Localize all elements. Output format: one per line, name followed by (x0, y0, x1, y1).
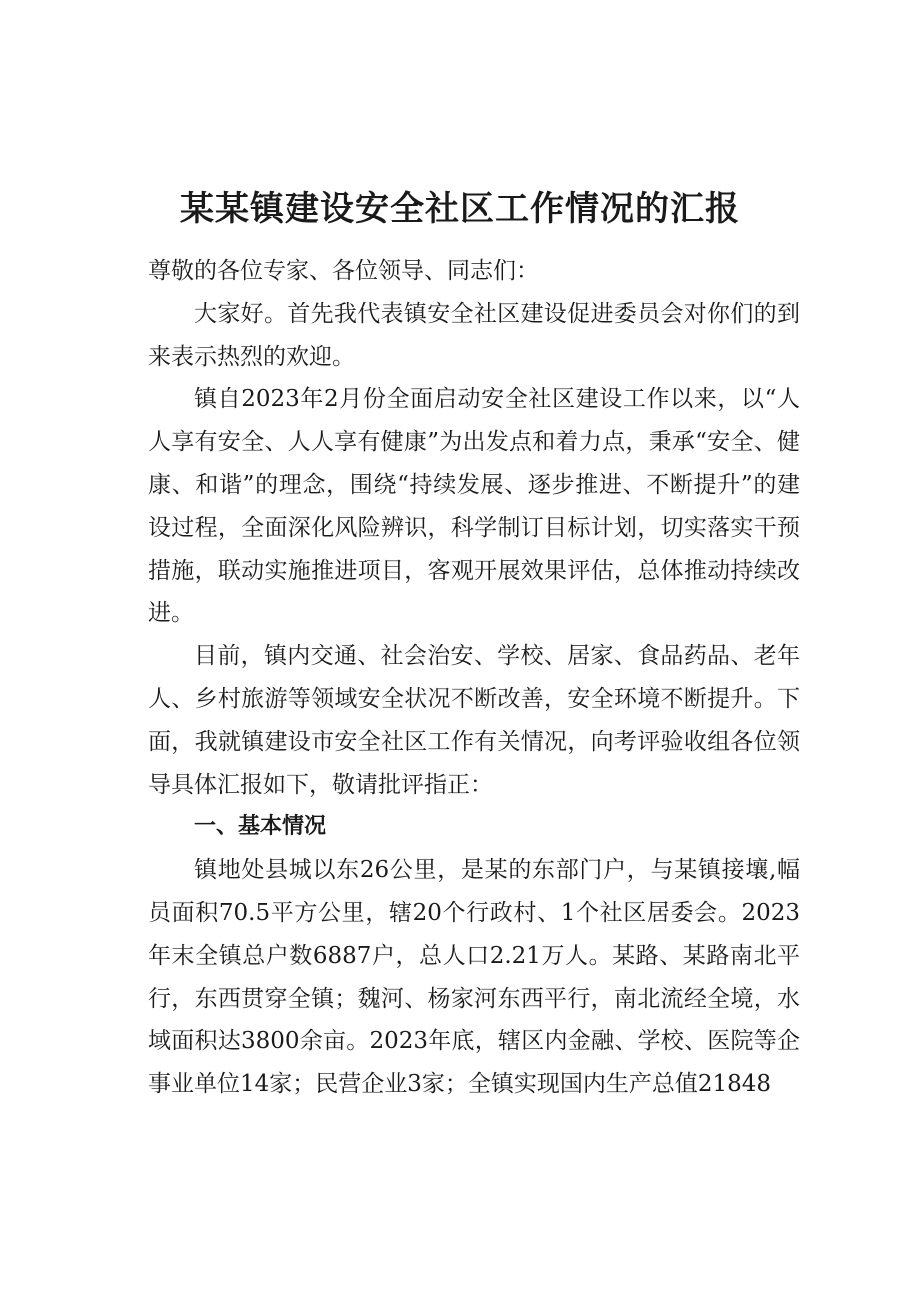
paragraph-overview: 镇自2023年2月份全面启动安全社区建设工作以来，以“人人享有安全、人人享有健康”为出发点和着力点，秉承“安全、健康、和谐”的理念，围绕“持续发展、逐步推进、不断提升”的建设过程，全面深化风险辨识，科学制订目标计划，切实落实干预措施，联动实施推进项目，客观开展效果评估，总体推动持续改进。 (148, 386, 800, 627)
paragraph-welcome: 大家好。首先我代表镇安全社区建设促进委员会对你们的到来表示热烈的欢迎。 (148, 300, 800, 370)
salutation: 尊敬的各位专家、各位领导、同志们： (148, 258, 539, 284)
document-title: 某某镇建设安全社区工作情况的汇报 (180, 188, 740, 229)
document-body (148, 250, 800, 1106)
paragraph-basic-info: 镇地处县城以东26公里，是某的东部门户，与某镇接壤,幅员面积70.5平方公里，辖20个行政村、1个社区居委会。2023年末全镇总户数6887户，总人口2.21万人。某路、某路南北平行，东西贯穿全镇；魏河、杨家河东西平行，南北流经全境，水域面积达3800余亩。2023年底，辖区内金融、学校、医院等企事业单位14家；民营企业3家；全镇实现国内生产总值21848 (148, 857, 800, 1098)
section-heading-basic-info: 一、基本情况 (194, 814, 327, 840)
paragraph-status: 目前，镇内交通、社会治安、学校、居家、食品药品、老年人、乡村旅游等领域安全状况不断改善，安全环境不断提升。下面，我就镇建设市安全社区工作有关情况，向考评验收组各位领导具体汇报如下，敬请批评指正： (148, 643, 800, 798)
